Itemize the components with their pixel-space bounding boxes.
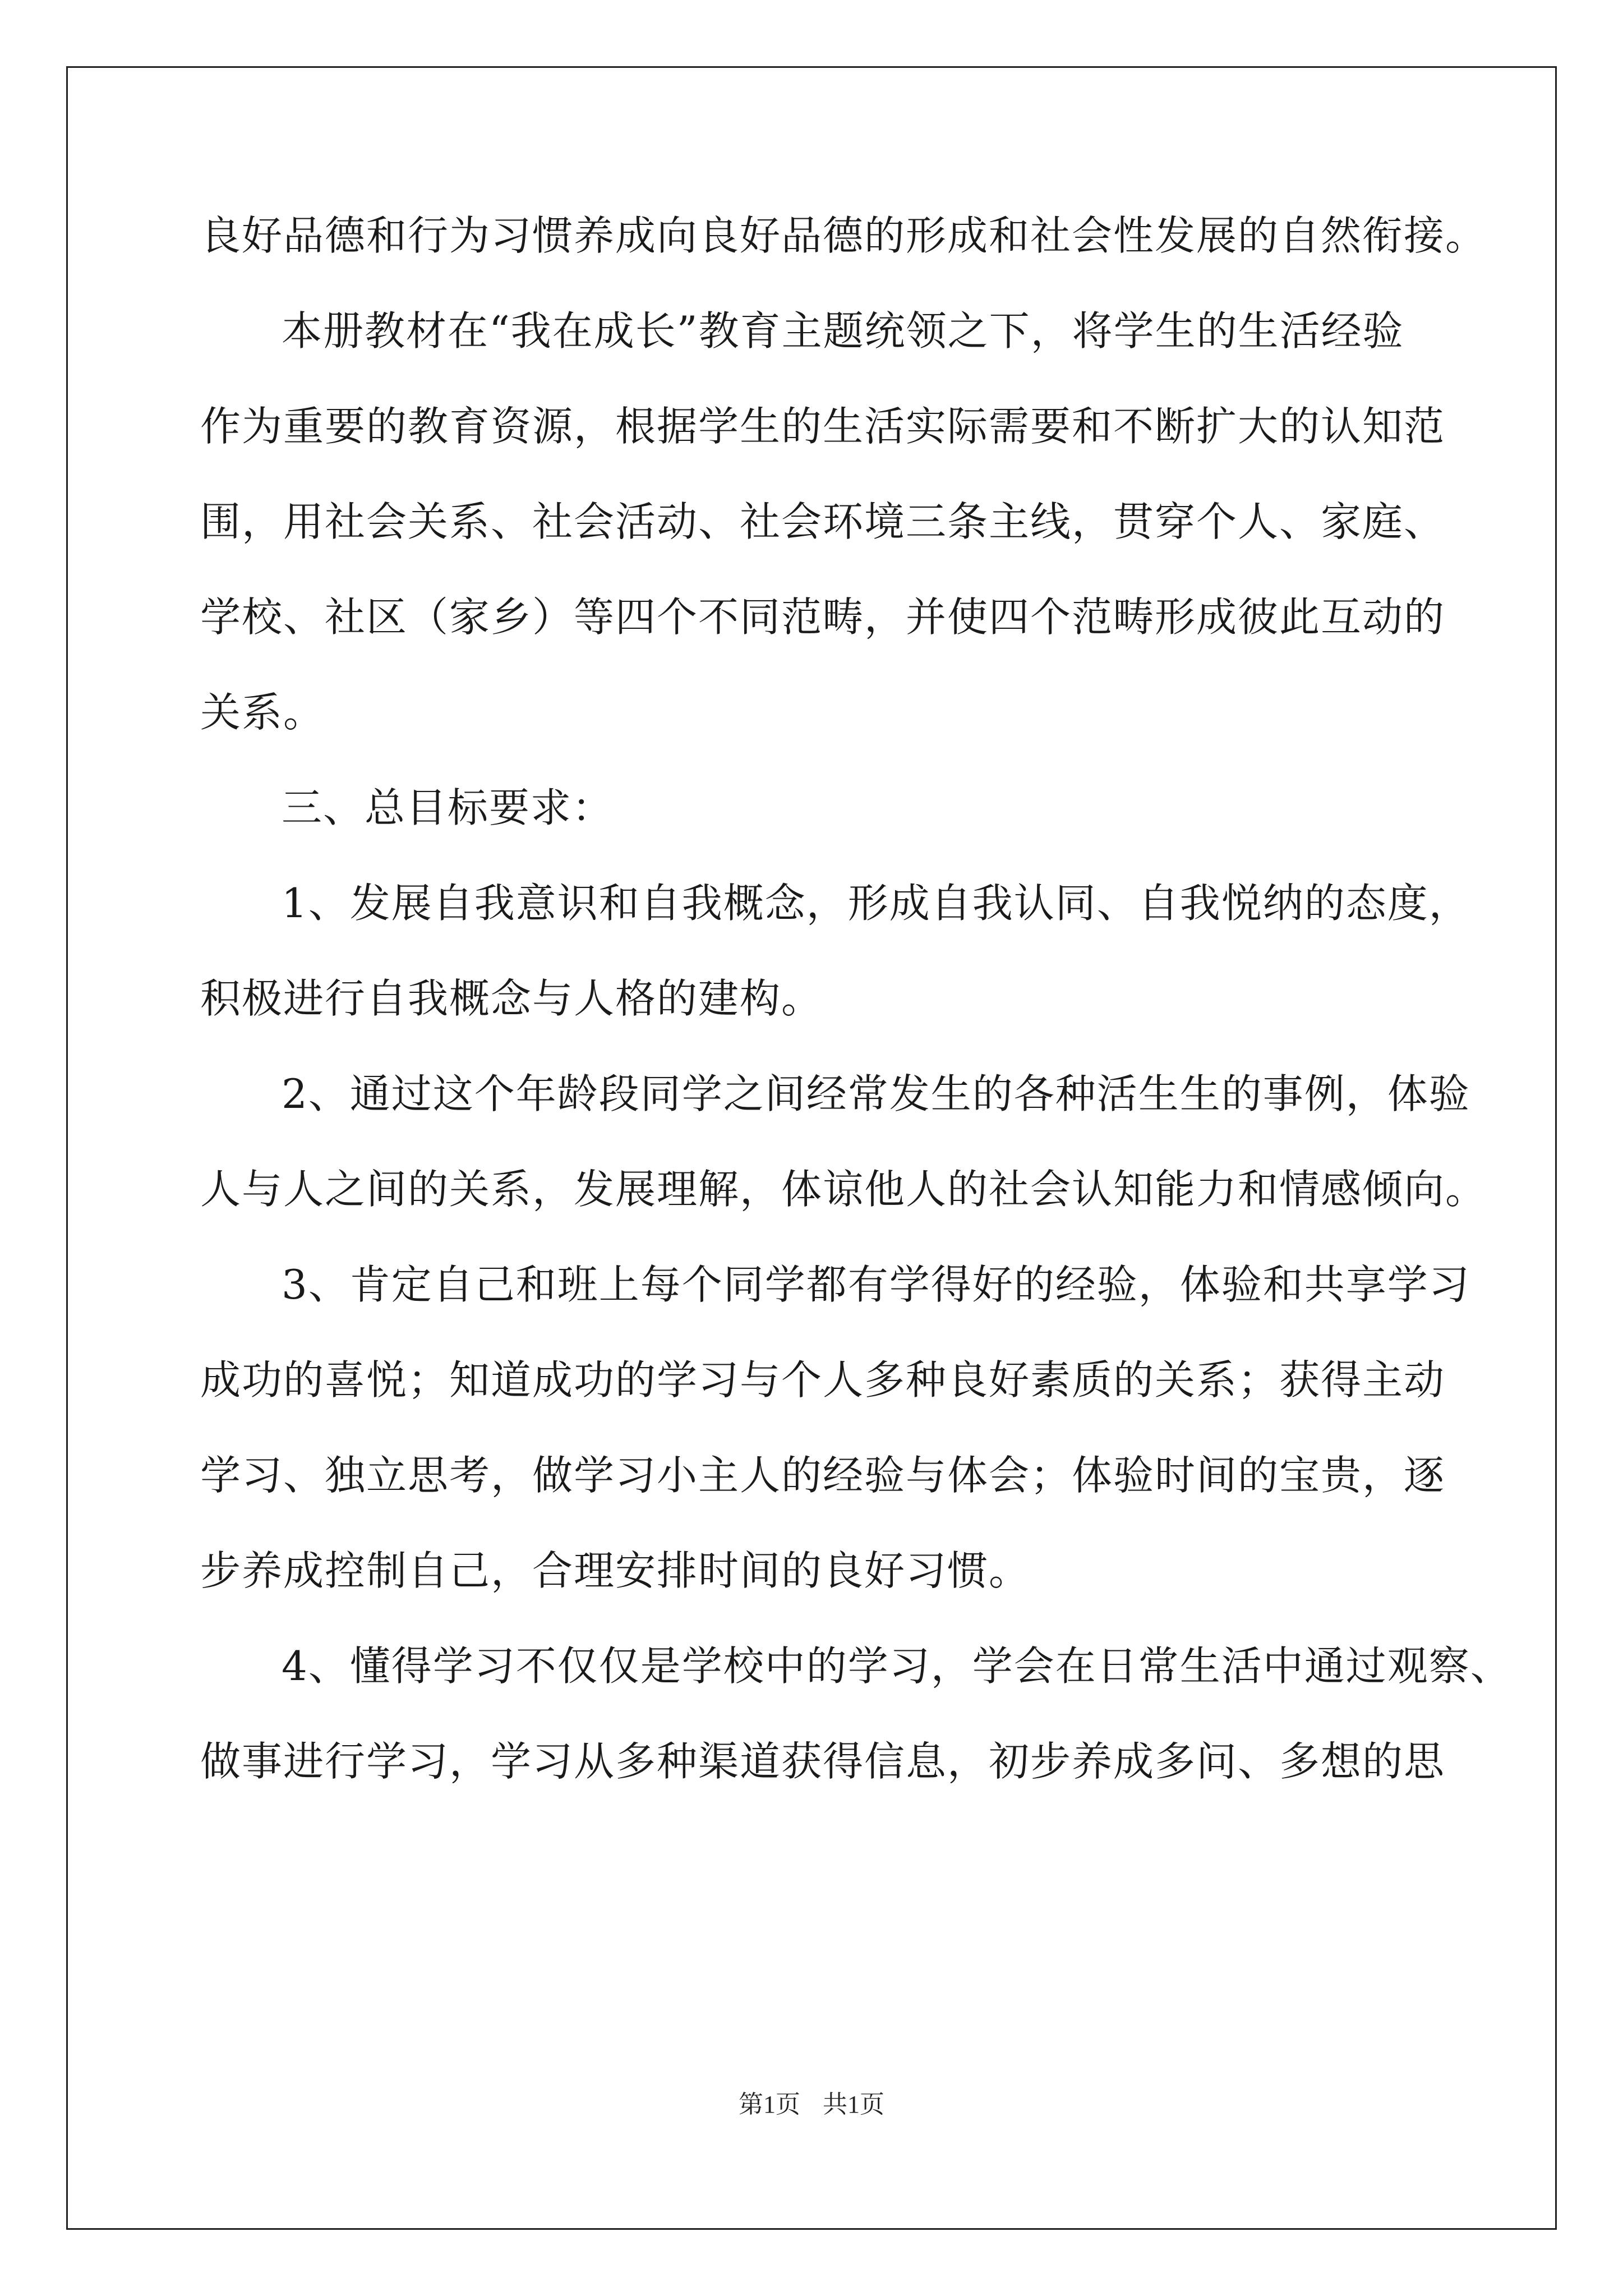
- text-line: 步养成控制自己，合理安排时间的良好习惯。: [200, 1547, 1031, 1594]
- text-line: 成功的喜悦；知道成功的学习与个人多种良好素质的关系；获得主动: [200, 1356, 1446, 1404]
- page-border: [66, 66, 1557, 2230]
- page-total: 共1页: [823, 2091, 884, 2118]
- text-line: 关系。: [200, 689, 325, 736]
- text-line: 学校、社区（家乡）等四个不同范畴，并使四个范畴形成彼此互动的: [200, 593, 1446, 641]
- text-line: 学习、独立思考，做学习小主人的经验与体会；体验时间的宝贵，逐: [200, 1452, 1446, 1499]
- paragraph-start: 本册教材在“我在成长”教育主题统领之下，将学生的生活经验: [282, 307, 1404, 355]
- paragraph-start: 3、肯定自己和班上每个同学都有学得好的经验，体验和共享学习: [282, 1261, 1470, 1308]
- text-line: 积极进行自我概念与人格的建构。: [200, 975, 823, 1022]
- text-line: 良好品德和行为习惯养成向良好品德的形成和社会性发展的自然衔接。: [200, 212, 1487, 259]
- page-footer: [0, 2088, 1623, 2122]
- paragraph-start: 2、通过这个年龄段同学之间经常发生的各种活生生的事例，体验: [282, 1070, 1470, 1117]
- paragraph-start: 1、发展自我意识和自我概念，形成自我认同、自我悦纳的态度，: [282, 880, 1470, 927]
- paragraph-start: 4、懂得学习不仅仅是学校中的学习，学会在日常生活中通过观察、: [282, 1642, 1512, 1690]
- text-line: 作为重要的教育资源，根据学生的生活实际需要和不断扩大的认知范: [200, 403, 1446, 450]
- text-line: 围，用社会关系、社会活动、社会环境三条主线，贯穿个人、家庭、: [200, 498, 1446, 545]
- text-line: 做事进行学习，学习从多种渠道获得信息，初步养成多问、多想的思: [200, 1738, 1446, 1785]
- text-line: 人与人之间的关系，发展理解，体谅他人的社会认知能力和情感倾向。: [200, 1166, 1487, 1213]
- section-heading: 三、总目标要求：: [282, 784, 614, 831]
- page-number: 第1页: [739, 2091, 800, 2118]
